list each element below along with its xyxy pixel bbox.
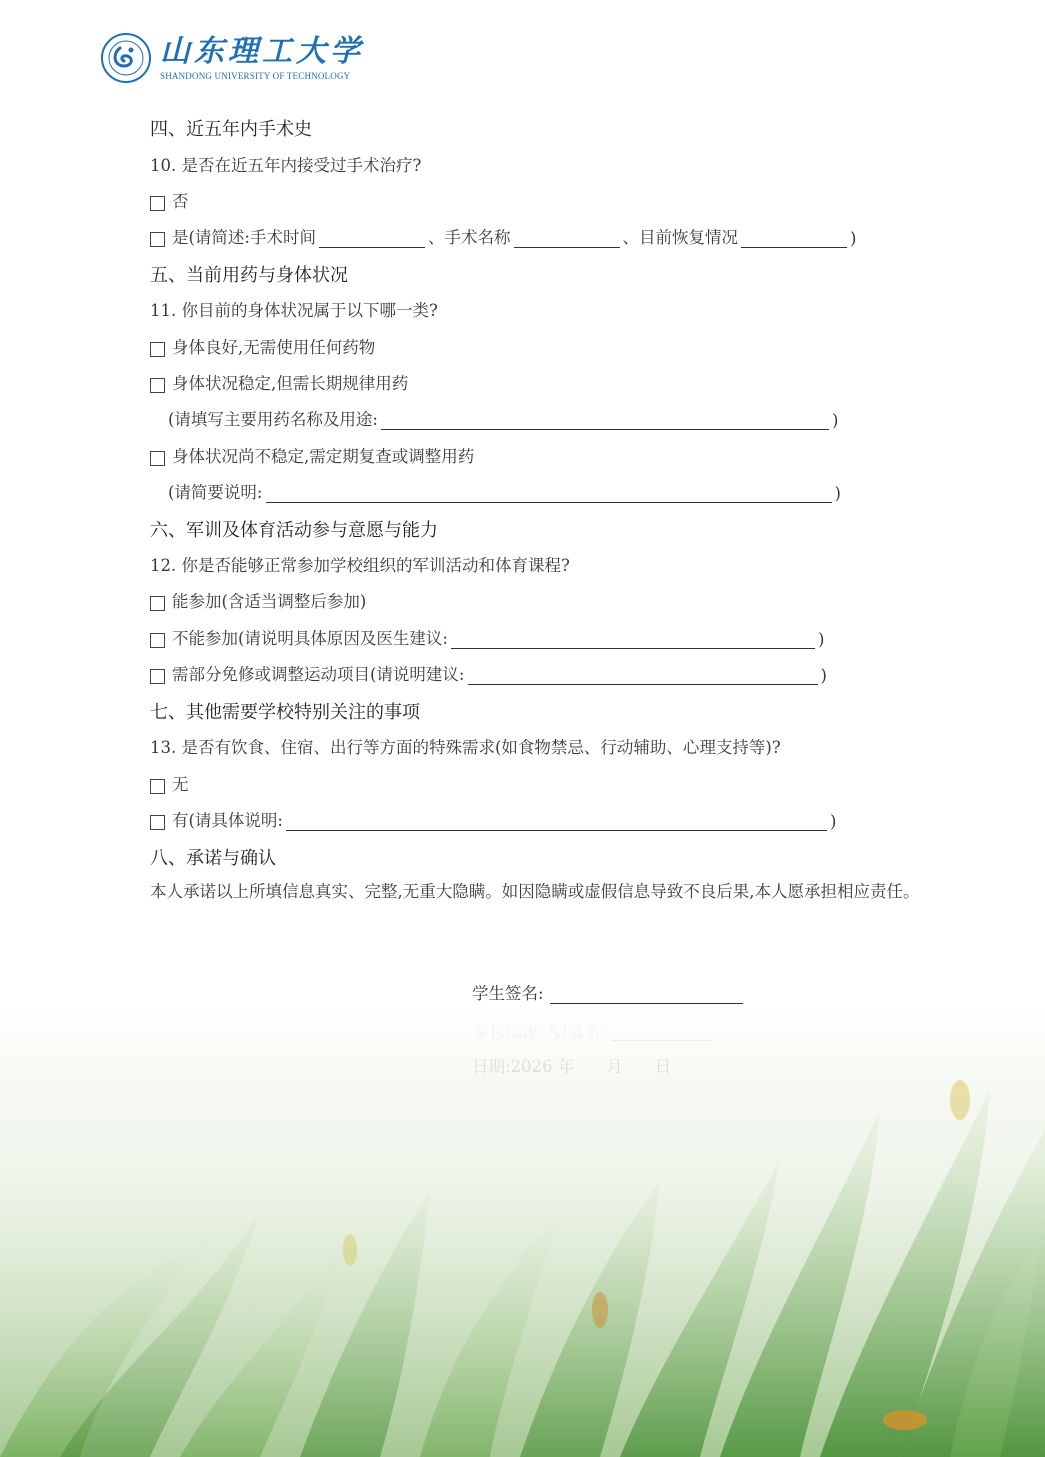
section-5-title: 五、当前用药与身体状况 [150,265,348,286]
option-label: 、目前恢复情况 [622,228,738,247]
q12-option-3[interactable] [150,661,827,685]
grass-background-image [0,1010,1045,1457]
checkbox[interactable] [150,232,165,247]
special-needs-field[interactable] [286,812,827,831]
student-signature-row [472,980,746,1004]
section-7-title: 七、其他需要学校特别关注的事项 [150,702,420,723]
option-label: 有(请具体说明: [172,811,283,830]
q11-option-3-detail [168,479,841,503]
option-label: 不能参加(请说明具体原因及医生建议: [172,629,448,648]
close-paren: ) [820,666,827,685]
q13-option-yes[interactable] [150,807,836,831]
option-label: 需部分免修或调整运动项目(请说明建议: [172,665,465,684]
option-label: 身体状况尚不稳定,需定期复查或调整用药 [172,447,475,466]
logo-english-name: SHANDONG UNIVERSITY OF TECHNOLOGY [160,71,351,81]
close-paren: ) [834,484,841,503]
logo-chinese-name: 山东理工大学 [160,34,364,69]
close-paren: ) [830,812,837,831]
suggestion-field[interactable] [468,666,818,685]
question-12: 12. 你是否能够正常参加学校组织的军训活动和体育课程? [150,556,570,575]
option-label: 、手术名称 [428,228,511,247]
checkbox[interactable] [150,596,165,611]
university-seal-icon [100,32,152,84]
q13-option-no[interactable] [150,771,189,795]
close-paren: ) [850,229,857,248]
university-logo [100,32,364,84]
question-13: 13. 是否有饮食、住宿、出行等方面的特殊需求(如食物禁忌、行动辅助、心理支持等)? [150,738,781,757]
checkbox[interactable] [150,342,165,357]
student-signature-label: 学生签名: [472,984,544,1003]
checkbox[interactable] [150,815,165,830]
option-label: 身体状况稳定,但需长期规律用药 [172,374,409,393]
reason-field[interactable] [451,630,815,649]
fill-label: (请简要说明: [168,483,263,502]
q10-option-no[interactable] [150,188,189,212]
question-10: 10. 是否在近五年内接受过手术治疗? [150,156,422,175]
checkbox[interactable] [150,669,165,684]
q12-option-2[interactable] [150,625,824,649]
recovery-status-field[interactable] [741,229,847,248]
q11-option-2[interactable] [150,370,408,394]
surgery-name-field[interactable] [514,229,620,248]
option-label: 无 [172,775,189,794]
q10-option-yes[interactable] [150,224,856,248]
question-11: 11. 你目前的身体状况属于以下哪一类? [150,301,438,320]
checkbox[interactable] [150,633,165,648]
pledge-text: 本人承诺以上所填信息真实、完整,无重大隐瞒。如因隐瞒或虚假信息导致不良后果,本人愿承担相应责任。 [150,882,920,901]
q11-option-1[interactable] [150,334,375,358]
checkbox[interactable] [150,451,165,466]
student-signature-field[interactable] [550,985,743,1004]
option-label: 是(请简述:手术时间 [172,228,316,247]
surgery-time-field[interactable] [319,229,425,248]
section-6-title: 六、军训及体育活动参与意愿与能力 [150,520,438,541]
section-8-title: 八、承诺与确认 [150,848,276,869]
checkbox[interactable] [150,779,165,794]
checkbox[interactable] [150,378,165,393]
section-4-title: 四、近五年内手术史 [150,119,312,140]
medication-field[interactable] [381,411,829,430]
option-label: 否 [172,192,189,211]
close-paren: ) [818,630,825,649]
option-label: 身体良好,无需使用任何药物 [172,338,376,357]
condition-field[interactable] [266,484,832,503]
q11-option-3[interactable] [150,443,474,467]
option-label: 能参加(含适当调整后参加) [172,592,367,611]
q11-option-2-detail [168,406,838,430]
fill-label: (请填写主要用药名称及用途: [168,410,378,429]
q12-option-1[interactable] [150,588,366,612]
close-paren: ) [832,411,839,430]
checkbox[interactable] [150,196,165,211]
